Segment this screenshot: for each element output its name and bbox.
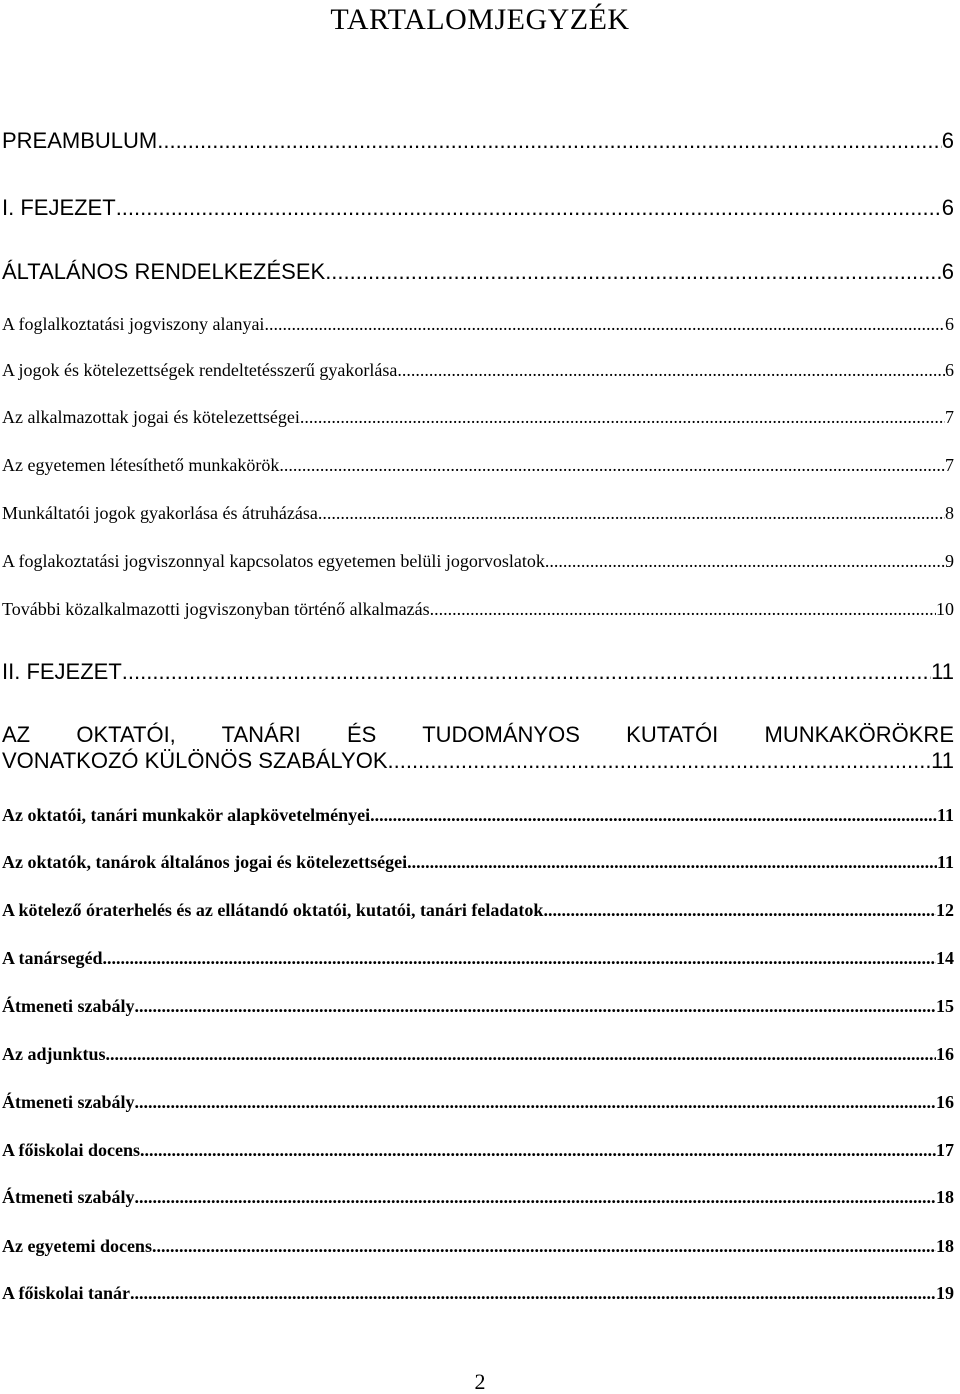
- toc-page-number: 16: [936, 1092, 954, 1112]
- toc-leader-dots: [407, 851, 937, 873]
- toc-leader-dots: [134, 1091, 936, 1113]
- toc-entry-text: Átmeneti szabály: [2, 1187, 135, 1207]
- toc-entry[interactable]: [2, 550, 954, 572]
- toc-page-number: 7: [945, 407, 954, 427]
- toc-leader-dots: [325, 259, 942, 285]
- toc-entry[interactable]: [2, 1091, 954, 1113]
- toc-entry[interactable]: [2, 1043, 954, 1065]
- toc-entry-text: A kötelező óraterhelés és az ellátandó oktatói, kutatói, tanári feladatok: [2, 900, 544, 920]
- page-title: TARTALOMJEGYZÉK: [330, 3, 630, 36]
- toc-leader-dots: [543, 899, 936, 921]
- toc-page-number: 16: [936, 1044, 954, 1064]
- toc-page-number: 12: [936, 900, 954, 920]
- toc-leader-dots: [140, 1139, 936, 1161]
- toc-entry[interactable]: [2, 995, 954, 1017]
- toc-leader-dots: [106, 1043, 936, 1065]
- toc-entry[interactable]: [2, 804, 954, 826]
- toc-entry-text-line1: AZ OKTATÓI, TANÁRI ÉS TUDOMÁNYOS KUTATÓI MUNKAKÖRÖKRE: [2, 722, 954, 747]
- toc-page-number: 8: [945, 503, 954, 523]
- toc-page-number: 15: [936, 996, 954, 1016]
- toc-page-number: 10: [936, 599, 954, 619]
- toc-page-number: 7: [945, 455, 954, 475]
- toc-entry[interactable]: [2, 1186, 954, 1208]
- toc-entry-text: A jogok és kötelezettségek rendeltetésszerű gyakorlása: [2, 360, 398, 380]
- toc-page-number: 9: [945, 551, 954, 571]
- toc-page-number: 11: [936, 805, 954, 825]
- toc-leader-dots: [370, 804, 937, 826]
- toc-entry[interactable]: [2, 359, 954, 381]
- toc-leader-dots: [130, 1282, 936, 1304]
- toc-entry-preambulum[interactable]: [2, 128, 954, 154]
- toc-entry-line2: [2, 748, 954, 774]
- toc-entry-text: A főiskolai tanár: [2, 1283, 131, 1303]
- toc-entry-text: Az egyetemen létesíthető munkakörök: [2, 455, 280, 475]
- toc-entry-text: I. FEJEZET: [2, 195, 116, 220]
- toc-page-number: 11: [936, 852, 954, 872]
- toc-entry-text: PREAMBULUM: [2, 128, 158, 153]
- toc-entry-chapter-2[interactable]: [2, 659, 954, 685]
- toc-page-number: 11: [931, 659, 954, 684]
- toc-leader-dots: [152, 1235, 936, 1257]
- toc-entry[interactable]: [2, 851, 954, 873]
- toc-entry-text: Az adjunktus: [2, 1044, 106, 1064]
- toc-entry-text: II. FEJEZET: [2, 659, 122, 684]
- toc-leader-dots: [122, 659, 931, 685]
- toc-page-number: 17: [936, 1140, 954, 1160]
- toc-entry-text: ÁLTALÁNOS RENDELKEZÉSEK: [2, 259, 326, 284]
- toc-entry-text-line2: VONATKOZÓ KÜLÖNÖS SZABÁLYOK: [2, 748, 388, 773]
- toc-entry[interactable]: [2, 313, 954, 335]
- toc-page-number: 18: [936, 1236, 954, 1256]
- toc-entry-text: Átmeneti szabály: [2, 996, 135, 1016]
- toc-entry-text: Átmeneti szabály: [2, 1092, 135, 1112]
- toc-leader-dots: [545, 550, 945, 572]
- toc-leader-dots: [134, 1186, 936, 1208]
- page-number: 2: [474, 1369, 486, 1394]
- toc-entry-text: A tanársegéd: [2, 948, 103, 968]
- toc-entry[interactable]: [2, 1282, 954, 1304]
- toc-leader-dots: [264, 313, 945, 335]
- toc-entry-text: Az oktatók, tanárok általános jogai és kötelezettségei: [2, 852, 408, 872]
- toc-entry-general-provisions[interactable]: [2, 259, 954, 285]
- toc-leader-dots: [318, 502, 945, 524]
- toc-entry-text: A főiskolai docens: [2, 1140, 141, 1160]
- toc-entry-chapter-1[interactable]: [2, 195, 954, 221]
- toc-entry-text: A foglakoztatási jogviszonnyal kapcsolatos egyetemen belüli jogorvoslatok: [2, 551, 545, 571]
- toc-leader-dots: [300, 406, 945, 428]
- toc-entry[interactable]: [2, 947, 954, 969]
- toc-entry[interactable]: [2, 598, 954, 620]
- toc-page-number: 18: [936, 1187, 954, 1207]
- toc-leader-dots: [103, 947, 937, 969]
- toc-entry[interactable]: [2, 502, 954, 524]
- toc-leader-dots: [157, 128, 942, 154]
- toc-page-number: 6: [945, 360, 954, 380]
- toc-page-number: 11: [931, 748, 954, 773]
- toc-leader-dots: [388, 748, 932, 774]
- toc-page-number: 19: [936, 1283, 954, 1303]
- toc-entry-special-rules[interactable]: [2, 722, 954, 774]
- toc-page-number: 6: [945, 314, 954, 334]
- toc-leader-dots: [279, 454, 945, 476]
- toc-entry[interactable]: [2, 899, 954, 921]
- toc-page-number: 14: [936, 948, 954, 968]
- toc-entry-text: További közalkalmazotti jogviszonyban történő alkalmazás: [2, 599, 430, 619]
- toc-entry-text: Az egyetemi docens: [2, 1236, 152, 1256]
- toc-entry-text: Munkáltatói jogok gyakorlása és átruházása: [2, 503, 318, 523]
- toc-entry[interactable]: [2, 1139, 954, 1161]
- toc-entry[interactable]: [2, 406, 954, 428]
- toc-entry-text: Az oktatói, tanári munkakör alapkövetelményei: [2, 805, 371, 825]
- toc-page-number: 6: [941, 128, 954, 153]
- toc-page-number: 6: [941, 259, 954, 284]
- toc-leader-dots: [116, 195, 942, 221]
- toc-entry-text: A foglalkoztatási jogviszony alanyai: [2, 314, 265, 334]
- toc-page-number: 6: [941, 195, 954, 220]
- toc-entry[interactable]: [2, 1235, 954, 1257]
- toc-leader-dots: [134, 995, 936, 1017]
- toc-leader-dots: [430, 598, 936, 620]
- toc-entry[interactable]: [2, 454, 954, 476]
- toc-entry-text: Az alkalmazottak jogai és kötelezettségei: [2, 407, 300, 427]
- toc-leader-dots: [397, 359, 945, 381]
